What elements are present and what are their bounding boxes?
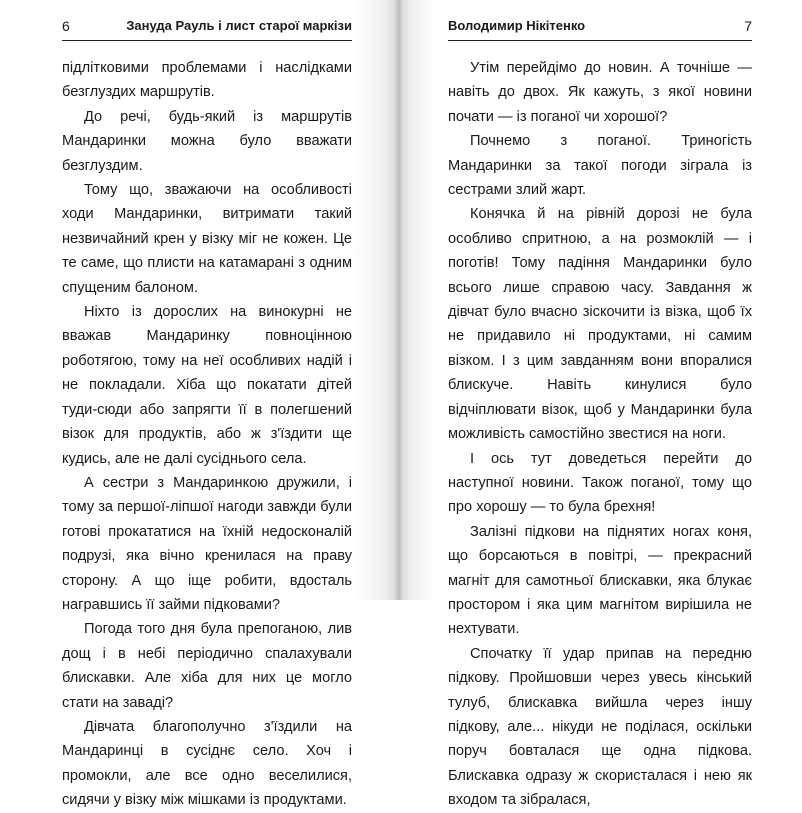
right-page-header <box>448 18 752 38</box>
paragraph: Погода того дня була препоганою, лив дощ і в небі періодично спалахували блискавки. Але хіба для них це могло стати на заваді? <box>62 621 352 711</box>
paragraph: Спочатку її удар припав на передню підкову. Пройшовши через увесь кінський тулуб, блискавка вийшла через іншу підкову, але... нікуди не поділася, оскільки поруч бовталася ще одна підкова. Блискавка одразу ж скористалася і нею як входом та зібралася, <box>448 645 752 809</box>
left-page <box>0 0 398 809</box>
left-page-text <box>62 56 352 813</box>
paragraph: Почнемо з поганої. Триногість Мандаринки за такої погоди зіграла із сестрами злий жарт. <box>448 133 752 199</box>
running-title: Зануда Рауль і лист старої маркізи <box>126 18 352 33</box>
left-page-header <box>62 18 352 38</box>
right-page <box>398 0 802 809</box>
running-title: Володимир Нікітенко <box>448 18 586 33</box>
page-number: 7 <box>744 18 752 34</box>
right-page-text <box>448 56 752 813</box>
book-gutter <box>394 0 404 600</box>
paragraph: Ніхто із дорослих на винокурні не вважав Мандаринку повноцінною роботягою, тому на неї особливих надій і не покладали. Хіба що покатати дітей туди-сюди або запрягти її в полегшений візок для продуктів, або ж з'їздити ще кудись, але не далі сусіднього села. <box>62 304 352 467</box>
paragraph: А сестри з Мандаринкою дружили, і тому за першої-ліпшої нагоди завжди були готові прокататися на їхній недосконалій подрузі, яка вічно кренилася на праву сторону. А що іще робити, вдосталь награвшись її займи підковами? <box>62 474 352 613</box>
header-rule <box>62 40 352 41</box>
page-number: 6 <box>62 18 70 34</box>
paragraph: Утім перейдімо до новин. А точніше — навіть до двох. Як кажуть, з якої новини почати — із поганої чи хорошої? <box>448 60 752 125</box>
paragraph: Дівчата благополучно з'їздили на Мандаринці в сусіднє село. Хоч і промокли, але все одно веселилися, сидячи у візку між мішками із продуктами. <box>62 718 352 809</box>
paragraph: До речі, будь-який із маршрутів Мандаринки можна було вважати безглуздим. <box>62 108 352 174</box>
paragraph: Конячка й на рівній дорозі не була особливо спритною, а на розмоклій — і поготів! Тому падіння Мандаринки було всього лише справою часу. Завдання ж дівчат було вчасно зіскочити із візка, щоб їх не придавило ні продуктами, ні самим візком. І з цим завданням вони впоралися блискуче. Навіть кинулися було відчіплювати візок, щоб у Мандаринки була можливість самостійно звестися на ноги. <box>448 206 752 443</box>
paragraph: Залізні підкови на піднятих ногах коня, що борсаються в повітрі, — прекрасний магніт для самотньої блискавки, яка блукає простором і яка цим магнітом вирішила не нехтувати. <box>448 523 752 638</box>
paragraph: Тому що, зважаючи на особливості ходи Мандаринки, витримати такий незвичайний крен у візку міг не кожен. Це те саме, що плисти на катамарані з одним спущеним балоном. <box>62 182 352 296</box>
paragraph: підлітковими проблемами і наслідками безглуздих маршрутів. <box>62 60 352 101</box>
paragraph: І ось тут доведеться перейти до наступної новини. Також поганої, тому що про хорошу — то була брехня! <box>448 450 752 516</box>
header-rule <box>448 40 752 41</box>
